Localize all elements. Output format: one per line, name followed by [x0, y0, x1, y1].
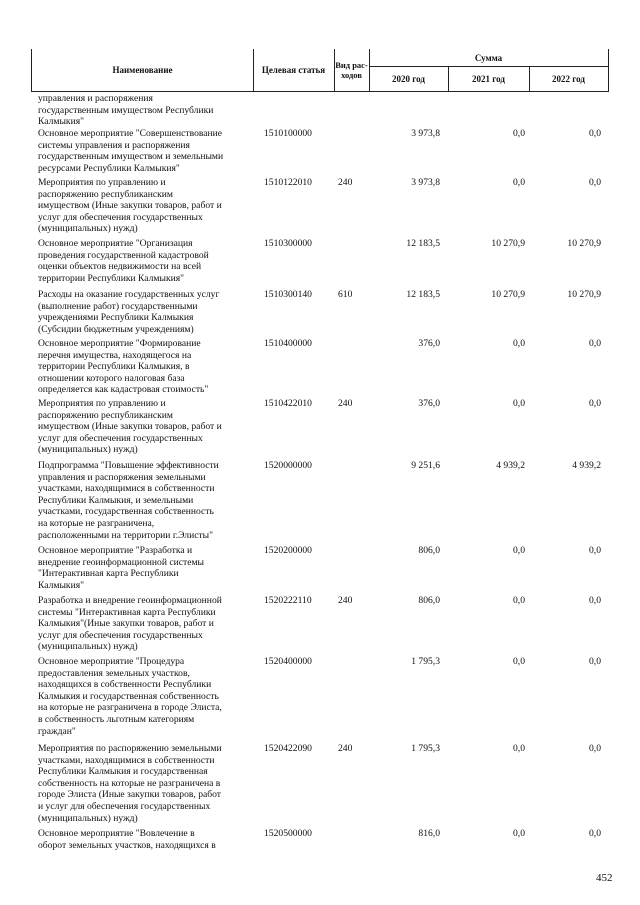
row-value-2021: 4 939,2 [496, 460, 525, 471]
row-value-2022: 0,0 [589, 595, 601, 606]
row-value-2021: 0,0 [513, 545, 525, 556]
row-name: Расходы на оказание государственных услуг (выполнение работ) государственными учреждениями Республики Калмыкия (Субсидии бюджетным учреждениям) [38, 289, 220, 335]
page-number: 452 [596, 872, 613, 884]
row-target-article: 1510300140 [264, 289, 312, 300]
row-name: управления и распоряжения государственным имуществом Республики Калмыкия" [38, 93, 214, 128]
header-year-2021: 2021 год [448, 66, 530, 91]
header-name: Наименование [32, 49, 254, 91]
row-target-article: 1520500000 [264, 828, 312, 839]
row-target-article: 1510100000 [264, 128, 312, 139]
row-target-article: 1510422010 [264, 398, 312, 409]
row-name: Мероприятия по распоряжению земельными участками, находящимися в собственности Республики Калмыкия и государственная собственность на которые не разграничена в городе Элиста (Иные закупки товаров, работ и услуг для обеспечения государственных (муниципальных) нужд) [38, 743, 222, 824]
row-value-2021: 10 270,9 [491, 289, 525, 300]
row-value-2021: 0,0 [513, 177, 525, 188]
row-target-article: 1510400000 [264, 338, 312, 349]
row-value-2020: 1 795,3 [411, 743, 440, 754]
row-value-2022: 10 270,9 [567, 289, 601, 300]
row-value-2022: 0,0 [589, 128, 601, 139]
row-expense-type: 240 [338, 177, 353, 188]
row-value-2020: 3 973,8 [411, 177, 440, 188]
row-value-2020: 9 251,6 [411, 460, 440, 471]
row-value-2021: 0,0 [513, 595, 525, 606]
row-value-2022: 0,0 [589, 828, 601, 839]
row-value-2022: 10 270,9 [567, 238, 601, 249]
row-value-2022: 0,0 [589, 743, 601, 754]
row-value-2020: 816,0 [418, 828, 440, 839]
row-name: Основное мероприятие "Совершенствование системы управления и распоряжения государственным имуществом и земельными ресурсами Республики Калмыкия" [38, 128, 224, 174]
header-expense-type: Вид рас-ходов [334, 49, 370, 91]
row-expense-type: 610 [338, 289, 353, 300]
row-expense-type: 240 [338, 595, 353, 606]
row-value-2021: 0,0 [513, 128, 525, 139]
row-target-article: 1520200000 [264, 545, 312, 556]
row-name: Мероприятия по управлению и распоряжению республиканским имуществом (Иные закупки товаров, работ и услуг для обеспечения государственных (муниципальных) нужд) [38, 177, 222, 235]
row-value-2020: 806,0 [418, 595, 440, 606]
table-header [31, 49, 609, 92]
row-expense-type: 240 [338, 743, 353, 754]
row-name: Подпрограмма "Повышение эффективности управления и распоряжения земельными участками, находящимися в собственности Республики Калмыкия, и земельными участками, государственная собственность на которые не разграничена, расположенными на территории г.Элисты" [38, 460, 219, 541]
row-value-2021: 0,0 [513, 828, 525, 839]
row-name: Основное мероприятие "Процедура предоставления земельных участков, находящихся в собственности Республики Калмыкия и государственная собственность на которые не разграничена в городе Элиста, в собственность льготным категориям граждан" [38, 656, 222, 737]
row-target-article: 1520000000 [264, 460, 312, 471]
row-value-2020: 12 183,5 [406, 289, 440, 300]
row-value-2021: 10 270,9 [491, 238, 525, 249]
header-year-2022: 2022 год [552, 73, 585, 84]
row-name: Основное мероприятие "Организация проведения государственной кадастровой оценки объектов недвижимости на всей территории Республики Калмыкия" [38, 238, 209, 284]
row-value-2021: 0,0 [513, 656, 525, 667]
header-year-2020: 2020 год [369, 66, 449, 91]
row-value-2021: 0,0 [513, 398, 525, 409]
row-value-2022: 0,0 [589, 398, 601, 409]
row-value-2022: 0,0 [589, 656, 601, 667]
header-sum: Сумма [369, 49, 608, 67]
row-value-2022: 0,0 [589, 545, 601, 556]
row-value-2022: 4 939,2 [572, 460, 601, 471]
row-value-2021: 0,0 [513, 338, 525, 349]
row-value-2022: 0,0 [589, 177, 601, 188]
row-value-2020: 376,0 [418, 338, 440, 349]
row-value-2020: 806,0 [418, 545, 440, 556]
row-value-2020: 376,0 [418, 398, 440, 409]
row-name: Мероприятия по управлению и распоряжению республиканским имуществом (Иные закупки товаров, работ и услуг для обеспечения государственных (муниципальных) нужд) [38, 398, 222, 456]
header-target-article: Целевая статья [253, 49, 335, 91]
row-target-article: 1510300000 [264, 238, 312, 249]
row-name: Основное мероприятие "Вовлечение в оборот земельных участков, находящихся в [38, 828, 216, 851]
row-name: Основное мероприятие "Разработка и внедрение геоинформационной системы "Интерактивная карта Республики Калмыкия" [38, 545, 204, 591]
row-name: Основное мероприятие "Формирование перечня имущества, находящегося на территории Республики Калмыкия, в отношении которого налоговая база определяется как кадастровая стоимость" [38, 338, 209, 396]
row-target-article: 1520400000 [264, 656, 312, 667]
row-expense-type: 240 [338, 398, 353, 409]
row-name: Разработка и внедрение геоинформационной системы "Интерактивная карта Республики Калмыкия"(Иные закупки товаров, работ и услуг для обеспечения государственных (муниципальных) нужд) [38, 595, 222, 653]
row-value-2020: 3 973,8 [411, 128, 440, 139]
row-target-article: 1520222110 [264, 595, 312, 606]
row-target-article: 1520422090 [264, 743, 312, 754]
row-value-2021: 0,0 [513, 743, 525, 754]
row-value-2020: 1 795,3 [411, 656, 440, 667]
row-target-article: 1510122010 [264, 177, 312, 188]
row-value-2020: 12 183,5 [406, 238, 440, 249]
row-value-2022: 0,0 [589, 338, 601, 349]
